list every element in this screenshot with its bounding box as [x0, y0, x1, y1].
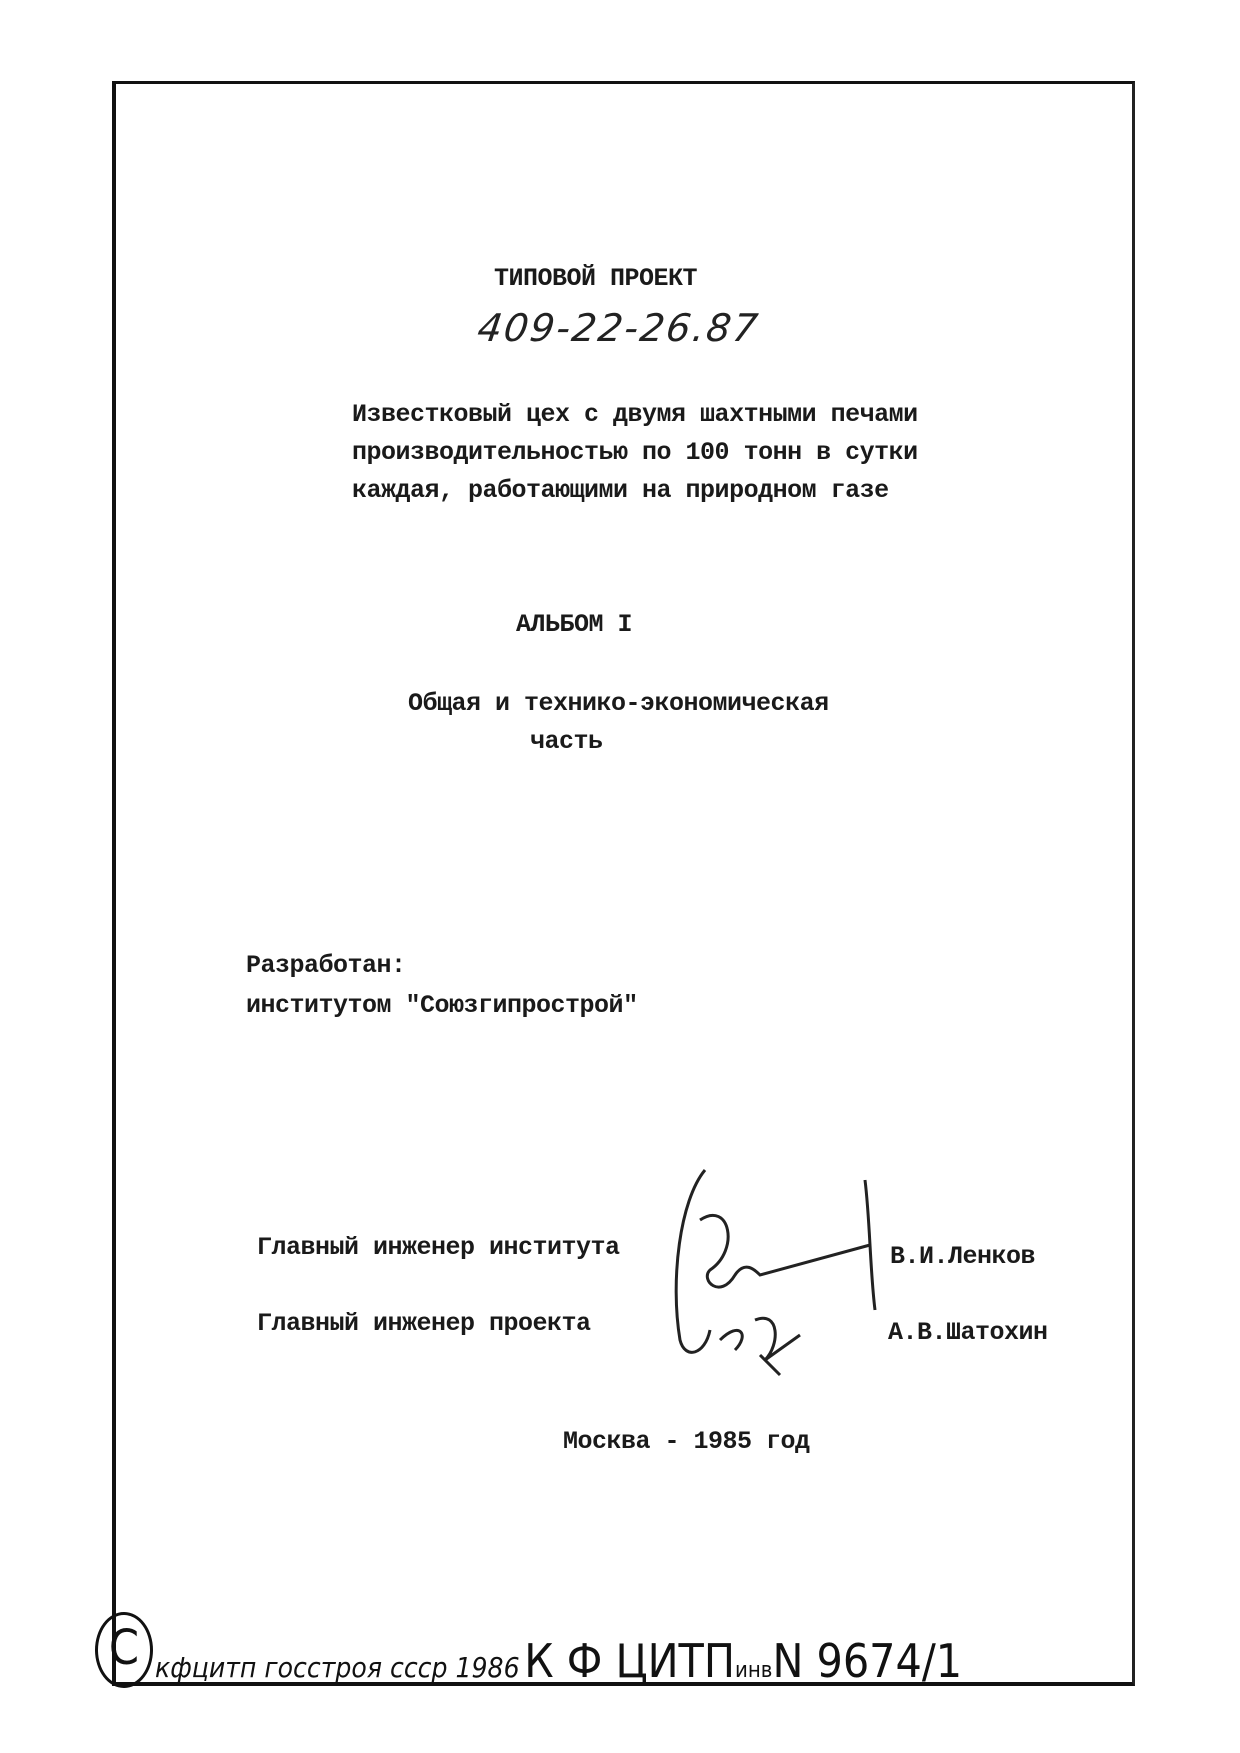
place-year: Москва - 1985 год	[563, 1427, 810, 1456]
title-line: каждая, работающими на природном газе	[352, 476, 889, 505]
album-label: АЛЬБОМ I	[516, 610, 633, 639]
signatory-role: Главный инженер института	[257, 1233, 620, 1262]
stamp-inv-number: N 9674/1	[772, 1634, 963, 1688]
developer-label: Разработан:	[246, 951, 406, 980]
stamp-inv-label: инв	[734, 1658, 773, 1683]
copyright-mark: С	[95, 1612, 153, 1688]
album-subtitle: часть	[530, 727, 603, 756]
title-line: Известковый цех с двумя шахтными печами	[352, 400, 918, 429]
stamp-text: кфцитп госстроя ссср 1986	[155, 1651, 520, 1684]
project-number: 409-22-26.87	[474, 306, 763, 350]
document-type: ТИПОВОЙ ПРОЕКТ	[494, 264, 698, 293]
signatory-name: В.И.Ленков	[890, 1242, 1036, 1271]
signatory-role: Главный инженер проекта	[257, 1309, 591, 1338]
stamp-org: К Ф ЦИТП	[524, 1634, 735, 1688]
signatory-name: А.В.Шатохин	[888, 1318, 1048, 1347]
album-subtitle: Общая и технико-экономическая	[408, 689, 829, 718]
developer-org: институтом "Союзгипрострой"	[246, 991, 638, 1020]
handwritten-signatures	[660, 1160, 890, 1380]
archive-stamp	[95, 1612, 962, 1688]
title-line: производительностью по 100 тонн в сутки	[352, 438, 918, 467]
